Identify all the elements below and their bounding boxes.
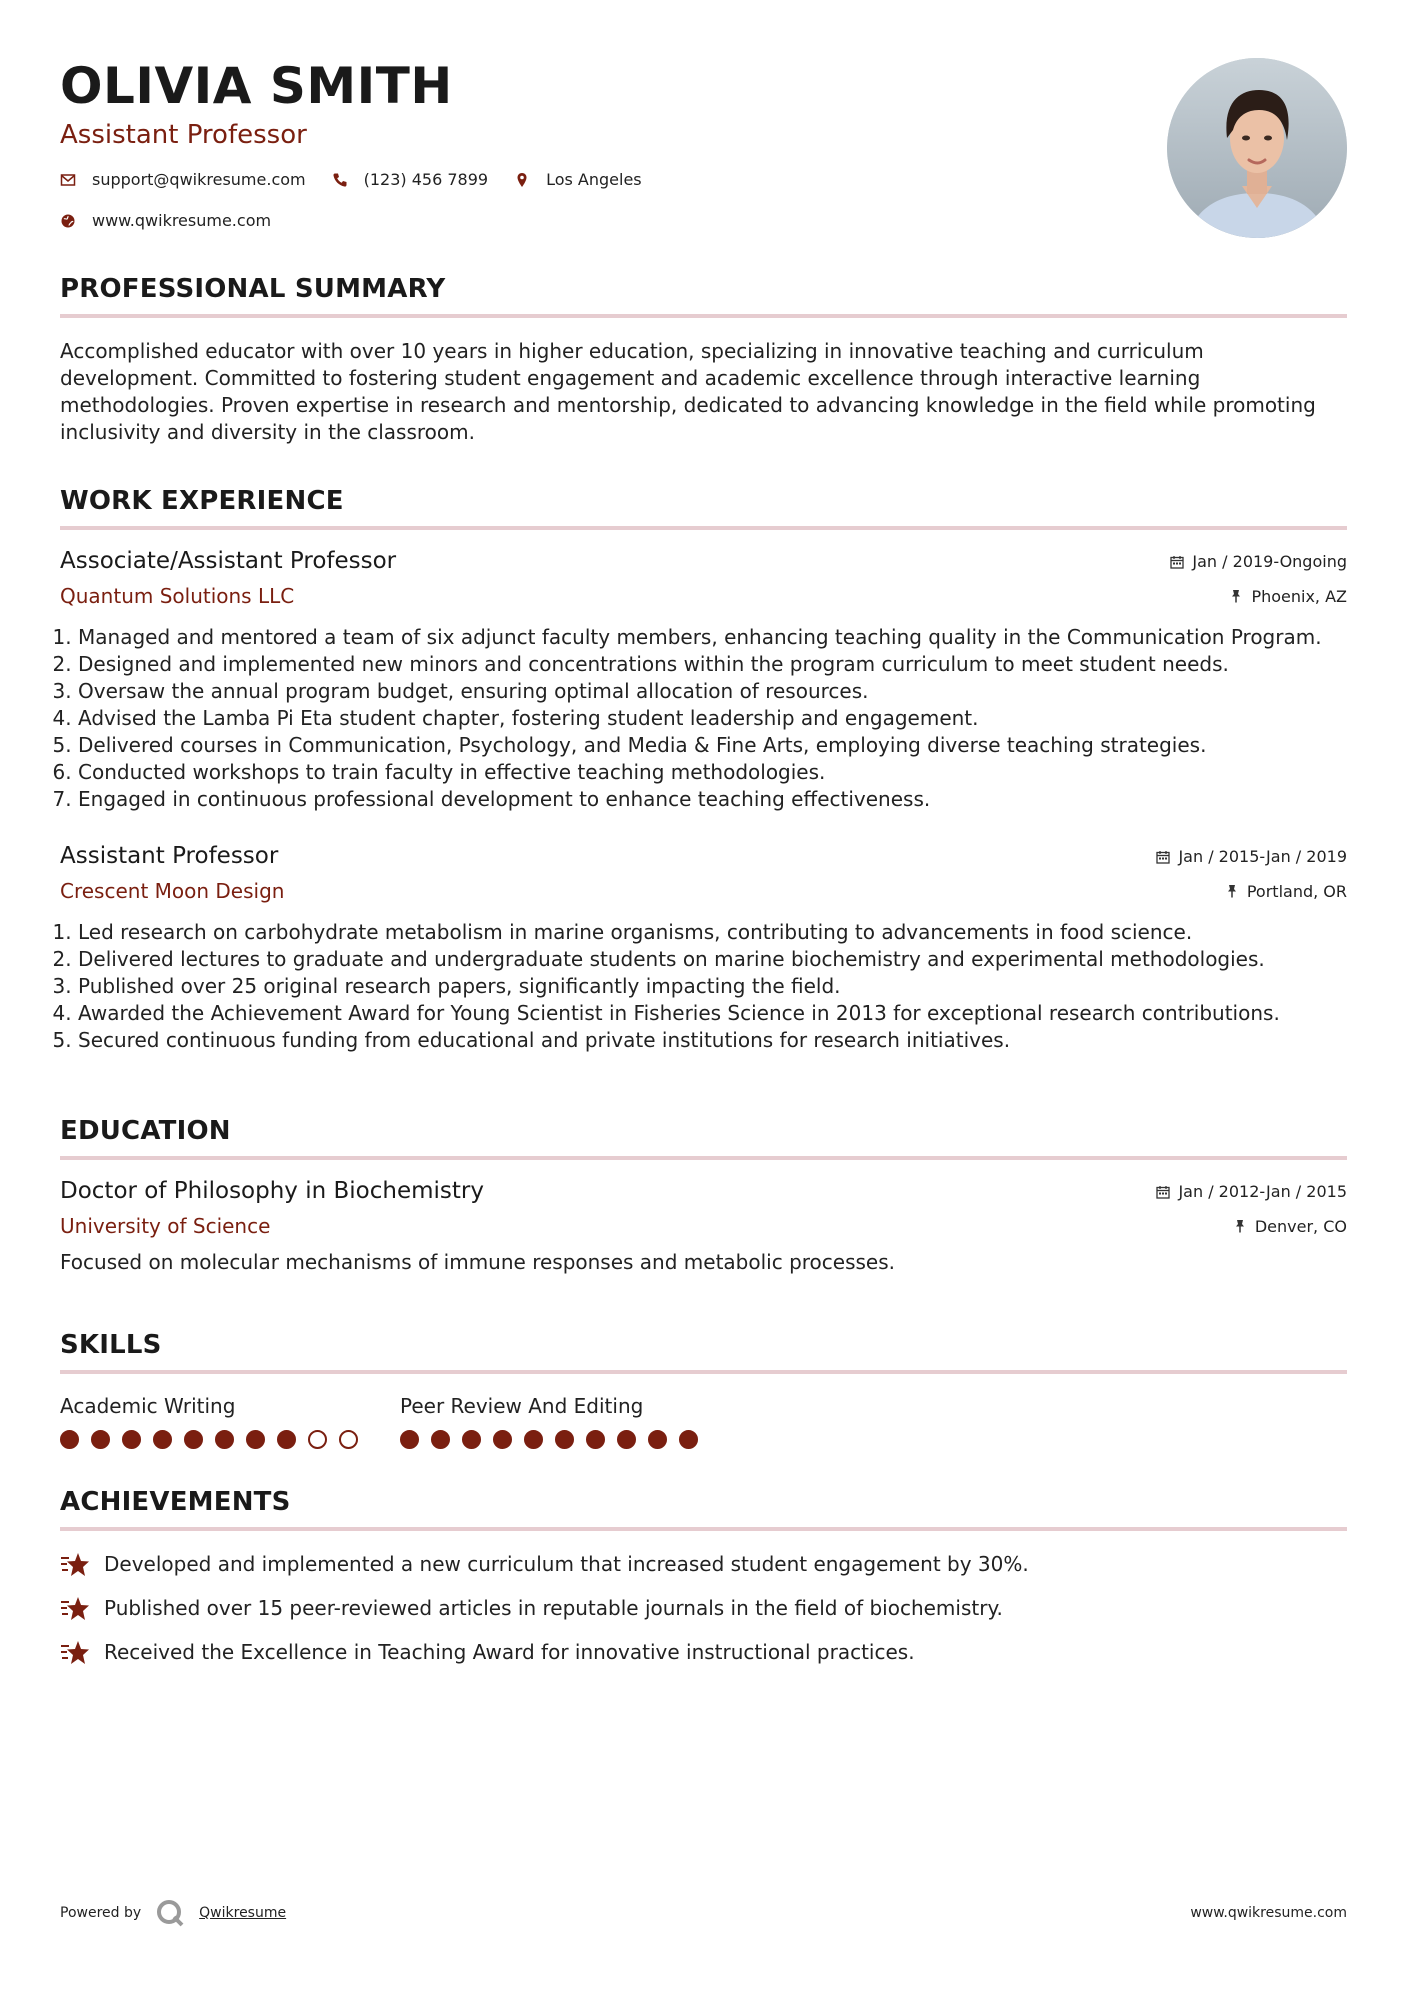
- rating-dot-filled: [555, 1430, 574, 1449]
- pin-icon: [1233, 1219, 1247, 1233]
- summary-heading: PROFESSIONAL SUMMARY: [60, 274, 446, 304]
- skill-rating: [400, 1430, 710, 1449]
- contact-email[interactable]: [60, 170, 306, 189]
- education-location-text: Denver, CO: [1254, 1216, 1347, 1236]
- rating-dot-filled: [431, 1430, 450, 1449]
- education-description: Focused on molecular mechanisms of immune responses and metabolic processes.: [60, 1250, 896, 1274]
- section-divider: [60, 526, 1347, 530]
- job-dates: [1170, 552, 1347, 571]
- education-dates: [1156, 1182, 1347, 1201]
- rating-dot-filled: [400, 1430, 419, 1449]
- powered-by-label: Powered by: [60, 1905, 142, 1921]
- calendar-icon: [1156, 1185, 1170, 1199]
- section-divider: [60, 1370, 1347, 1374]
- skills-list: [60, 1394, 1347, 1449]
- achievement-text: Received the Excellence in Teaching Award for innovative instructional practices.: [104, 1640, 915, 1664]
- education-dates-text: Jan / 2012-Jan / 2015: [1178, 1182, 1347, 1201]
- job-dates: [1156, 847, 1347, 866]
- section-divider: [60, 1156, 1347, 1160]
- footer-left: [60, 1898, 286, 1928]
- education-section: [60, 1116, 1347, 1274]
- pin-icon: [1225, 884, 1239, 898]
- phone-text: (123) 456 7899: [363, 170, 489, 189]
- contact-row-2: [60, 211, 1347, 230]
- job-bullets: [60, 919, 1347, 1054]
- job-bullets: [60, 624, 1347, 813]
- rating-dot-filled: [277, 1430, 296, 1449]
- list-item: 1. Led research on carbohydrate metabolism in marine organisms, contributing to advancements in food science.: [78, 919, 1347, 946]
- job-location-text: Phoenix, AZ: [1251, 586, 1347, 606]
- list-item: 6. Conducted workshops to train faculty in effective teaching methodologies.: [78, 759, 1347, 786]
- qwikresume-logo-icon: [155, 1898, 185, 1928]
- list-item: [60, 1593, 1347, 1623]
- job-location-text: Portland, OR: [1246, 881, 1347, 901]
- globe-icon: [60, 213, 76, 229]
- degree-title: Doctor of Philosophy in Biochemistry: [60, 1178, 484, 1204]
- email-text: support@qwikresume.com: [92, 170, 306, 189]
- achievement-text: Developed and implemented a new curriculum that increased student engagement by 30%.: [104, 1552, 1029, 1576]
- qwikresume-link[interactable]: Qwikresume: [199, 1905, 287, 1921]
- calendar-icon: [1170, 555, 1184, 569]
- list-item: 5. Secured continuous funding from educational and private institutions for research initiatives.: [78, 1027, 1347, 1054]
- rating-dot-filled: [586, 1430, 605, 1449]
- skills-section: [60, 1330, 1347, 1449]
- list-item: [60, 1549, 1347, 1579]
- calendar-icon: [1156, 850, 1170, 864]
- school-name: University of Science: [60, 1214, 271, 1238]
- job-location: [1225, 882, 1347, 901]
- candidate-title: Assistant Professor: [60, 120, 307, 150]
- rating-dot-empty: [339, 1430, 358, 1449]
- envelope-icon: [60, 172, 76, 188]
- rating-dot-filled: [215, 1430, 234, 1449]
- job-dates-text: Jan / 2015-Jan / 2019: [1178, 847, 1347, 866]
- skills-heading: SKILLS: [60, 1330, 162, 1360]
- list-item: 1. Managed and mentored a team of six adjunct faculty members, enhancing teaching quality in the Communication Program.: [78, 624, 1347, 651]
- rating-dot-filled: [91, 1430, 110, 1449]
- achievements-list: [60, 1549, 1347, 1667]
- rating-dot-filled: [246, 1430, 265, 1449]
- experience-heading: WORK EXPERIENCE: [60, 486, 344, 516]
- company-name: Quantum Solutions LLC: [60, 584, 295, 608]
- summary-text: Accomplished educator with over 10 years in higher education, specializing in innovative teaching and curriculum development. Committed to fostering student engagement and academic excellence through interactive learning methodologies. Proven expertise in research and mentorship, dedicated to advancing knowledge in the field while promoting inclusivity and diversity in the classroom.: [60, 339, 1316, 444]
- company-name: Crescent Moon Design: [60, 879, 285, 903]
- phone-icon: [332, 172, 348, 188]
- achievements-heading: ACHIEVEMENTS: [60, 1487, 291, 1517]
- skill-rating: [60, 1430, 370, 1449]
- education-location: [1233, 1217, 1347, 1236]
- job-location: [1229, 587, 1347, 606]
- map-pin-icon: [514, 172, 530, 188]
- education-heading: EDUCATION: [60, 1116, 231, 1146]
- website-text: www.qwikresume.com: [92, 211, 272, 230]
- footer: [60, 1898, 1347, 1928]
- achievements-section: [60, 1487, 1347, 1667]
- rating-dot-filled: [184, 1430, 203, 1449]
- list-item: 3. Published over 25 original research papers, significantly impacting the field.: [78, 973, 1347, 1000]
- contact-phone[interactable]: [332, 170, 488, 189]
- job-title: Associate/Assistant Professor: [60, 548, 397, 574]
- list-item: 4. Awarded the Achievement Award for Young Scientist in Fisheries Science in 2013 for exceptional research contributions.: [78, 1000, 1347, 1027]
- rating-dot-filled: [648, 1430, 667, 1449]
- experience-section: [60, 486, 1347, 1054]
- rating-dot-empty: [308, 1430, 327, 1449]
- star-icon: [60, 1637, 90, 1667]
- list-item: 2. Delivered lectures to graduate and undergraduate students on marine biochemistry and experimental methodologies.: [78, 946, 1347, 973]
- job-entry-1: [60, 548, 1347, 813]
- contact-location: [514, 170, 642, 189]
- skill-name: Academic Writing: [60, 1394, 236, 1418]
- skill-item: [60, 1394, 370, 1449]
- education-entry: [60, 1178, 1347, 1274]
- section-divider: [60, 314, 1347, 318]
- rating-dot-filled: [617, 1430, 636, 1449]
- contact-website[interactable]: [60, 211, 271, 230]
- star-icon: [60, 1593, 90, 1623]
- list-item: 2. Designed and implemented new minors and concentrations within the program curriculum to meet student needs.: [78, 651, 1347, 678]
- rating-dot-filled: [493, 1430, 512, 1449]
- rating-dot-filled: [60, 1430, 79, 1449]
- achievement-text: Published over 15 peer-reviewed articles in reputable journals in the field of biochemistry.: [104, 1596, 1003, 1620]
- footer-site-link[interactable]: www.qwikresume.com: [1190, 1905, 1347, 1921]
- section-divider: [60, 1527, 1347, 1531]
- skill-name: Peer Review And Editing: [400, 1394, 644, 1418]
- rating-dot-filled: [524, 1430, 543, 1449]
- rating-dot-filled: [153, 1430, 172, 1449]
- list-item: [60, 1637, 1347, 1667]
- rating-dot-filled: [679, 1430, 698, 1449]
- job-dates-text: Jan / 2019-Ongoing: [1192, 552, 1347, 571]
- location-text: Los Angeles: [546, 170, 642, 189]
- contact-row-1: [60, 170, 1347, 189]
- job-title: Assistant Professor: [60, 843, 279, 869]
- candidate-name: OLIVIA SMITH: [60, 57, 453, 115]
- list-item: 7. Engaged in continuous professional development to enhance teaching effectiveness.: [78, 786, 1347, 813]
- rating-dot-filled: [462, 1430, 481, 1449]
- summary-section: [60, 274, 1347, 446]
- list-item: 4. Advised the Lamba Pi Eta student chapter, fostering student leadership and engagement.: [78, 705, 1347, 732]
- header: [60, 56, 1347, 230]
- rating-dot-filled: [122, 1430, 141, 1449]
- profile-photo: [1167, 58, 1347, 238]
- star-icon: [60, 1549, 90, 1579]
- job-entry-2: [60, 843, 1347, 1054]
- pin-icon: [1229, 589, 1243, 603]
- skill-item: [400, 1394, 710, 1449]
- list-item: 5. Delivered courses in Communication, Psychology, and Media & Fine Arts, employing diverse teaching strategies.: [78, 732, 1347, 759]
- list-item: 3. Oversaw the annual program budget, ensuring optimal allocation of resources.: [78, 678, 1347, 705]
